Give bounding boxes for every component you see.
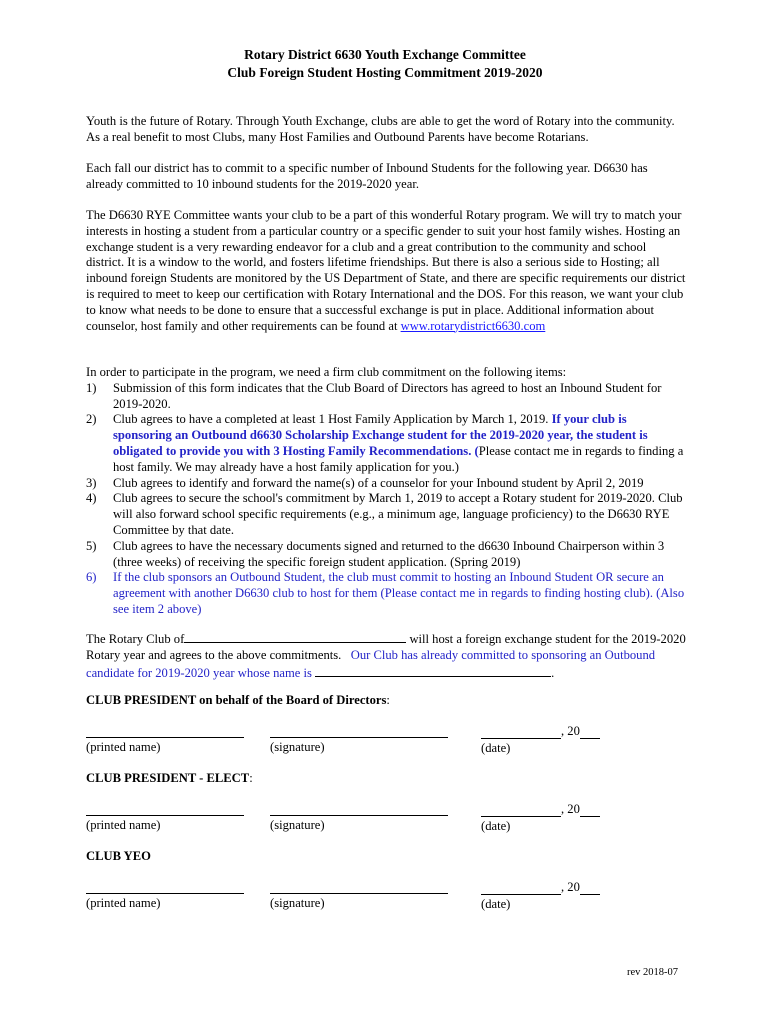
document-title-line1: Rotary District 6630 Youth Exchange Committee: [244, 47, 526, 62]
item-text: Club agrees to secure the school's commitment by March 1, 2019 to accept a Rotary student for 2019-2020. Club will also forward school specific requirements (e.g., a minimum age, language proficiency) to the D6630 RYE Committee by that date.: [113, 491, 683, 537]
item-number: 5): [86, 538, 97, 553]
printed-name-field[interactable]: [86, 880, 244, 894]
intro-paragraph-2: [86, 161, 686, 193]
item-text: Club agrees to have a completed at least 1 Host Family Application by March 1, 2019.: [113, 412, 552, 427]
item-text: Club agrees to identify and forward the name(s) of a counselor for your Inbound student by April 2, 2019: [113, 475, 644, 490]
printed-name-caption: (printed name): [86, 818, 161, 832]
president-section-label: CLUB PRESIDENT on behalf of the Board of Directors:: [86, 693, 390, 707]
date-field[interactable]: [481, 881, 561, 895]
signature-caption: (signature): [270, 818, 325, 832]
commitment-item-6: [86, 570, 686, 617]
president-elect-section-label: CLUB PRESIDENT - ELECT:: [86, 771, 253, 785]
printed-name-field[interactable]: [86, 724, 244, 738]
document-title-line2: Club Foreign Student Hosting Commitment 2019-2020: [227, 65, 543, 80]
printed-name-caption: (printed name): [86, 740, 161, 754]
date-field[interactable]: [481, 803, 561, 817]
commitments-section: [86, 365, 686, 618]
item-text: If the club sponsors an Outbound Student, the club must commit to hosting an Inbound Student OR secure an agreement with another D6630 club to host for them (Please contact me in regards to finding hosting club). (Also see item 2 above): [113, 570, 685, 616]
date-caption: (date): [481, 819, 511, 833]
year-field[interactable]: [580, 725, 600, 739]
date-caption: (date): [481, 897, 511, 911]
outbound-statement: Our Club has already committed to sponsoring an Outbound candidate for 2019-2020 year whose name is: [86, 647, 656, 680]
commitment-item-5: [86, 539, 686, 571]
commitment-item-4: [86, 491, 686, 538]
item-text: Submission of this form indicates that the Club Board of Directors has agreed to host an Inbound Student for 2019-2020.: [113, 380, 662, 411]
intro-text-1: Youth is the future of Rotary. Through Youth Exchange, clubs are able to get the word of Rotary into the community. As a real benefit to most Clubs, many Host Families and Outbound Parents have become Rotarians.: [86, 114, 675, 144]
statement-end: .: [551, 665, 555, 680]
revision-label: rev 2018-07: [627, 967, 679, 978]
statement-text-continued: will host a foreign exchange student for the 2019-2020 Rotary year and agrees to the above commitments.: [86, 632, 686, 662]
commitment-item-2: [86, 412, 686, 475]
signature-field[interactable]: [270, 802, 448, 816]
year-field[interactable]: [580, 803, 600, 817]
signature-caption: (signature): [270, 740, 325, 754]
item-emphasis: If your club is sponsoring an Outbound d6630 Scholarship Exchange student for the 2019-2020 year, the student is obligated to provide you with 3 Hosting Family Recommendations. (: [113, 412, 648, 458]
item-text: Club agrees to have the necessary documents signed and returned to the d6630 Inbound Chairperson within 3 (three weeks) of receiving the specific foreign student application. (Spring 2019): [113, 538, 665, 569]
president-signature-row: (printed name) (signature) , 20 (date): [86, 724, 686, 756]
president-elect-signature-row: (printed name) (signature) , 20 (date): [86, 802, 686, 834]
yeo-section-label: CLUB YEO: [86, 849, 151, 863]
year-field[interactable]: [580, 881, 600, 895]
commitment-item-1: [86, 381, 686, 413]
date-field[interactable]: [481, 725, 561, 739]
printed-name-field[interactable]: [86, 802, 244, 816]
signature-caption: (signature): [270, 896, 325, 910]
intro-paragraph-1: [86, 114, 686, 146]
item-number: 2): [86, 412, 97, 427]
intro-text-3: The D6630 RYE Committee wants your club to be a part of this wonderful Rotary program. We will try to match your interests in hosting a student from a particular country or a specific gender to suit your host family wishes. Hosting an exchange student is a very rewarding endeavor for a club and a great contribution to the community and school district. It is a window to the world, and fosters lifetime friendships. But there is also a serious side to Hosting; all inbound foreign Students are monitored by the US Department of State, and there are specific requirements our district is required to meet to keep our certification with Rotary International and the DOS. For this reason, we want your club to know what needs to be done to ensure that a successful exchange is put in place. Additional information about counselor, host family and other requirements can be found at: [86, 208, 686, 333]
printed-name-caption: (printed name): [86, 896, 161, 910]
yeo-signature-row: (printed name) (signature) , 20 (date): [86, 880, 686, 912]
signature-field[interactable]: [270, 724, 448, 738]
district-website-link[interactable]: www.rotarydistrict6630.com: [400, 318, 546, 333]
commitments-lead: In order to participate in the program, we need a firm club commitment on the following items:: [86, 365, 567, 379]
intro-paragraph-3: [86, 208, 686, 334]
item-number: 6): [86, 570, 97, 585]
commitments-list: [86, 381, 686, 618]
outbound-candidate-name-field[interactable]: [315, 664, 551, 677]
club-statement: [86, 630, 686, 681]
item-number: 3): [86, 475, 97, 490]
club-name-field[interactable]: [184, 630, 406, 643]
item-number: 1): [86, 380, 97, 395]
date-caption: (date): [481, 741, 511, 755]
item-number: 4): [86, 491, 97, 506]
intro-text-2: Each fall our district has to commit to a specific number of Inbound Students for the following year. D6630 has already committed to 10 inbound students for the 2019-2020 year.: [86, 161, 648, 191]
signature-field[interactable]: [270, 880, 448, 894]
item-text-continued: Please contact me in regards to finding a host family. We may already have a host family application for you.): [113, 443, 684, 474]
commitment-item-3: [86, 476, 686, 492]
statement-text: The Rotary Club of: [86, 632, 185, 646]
